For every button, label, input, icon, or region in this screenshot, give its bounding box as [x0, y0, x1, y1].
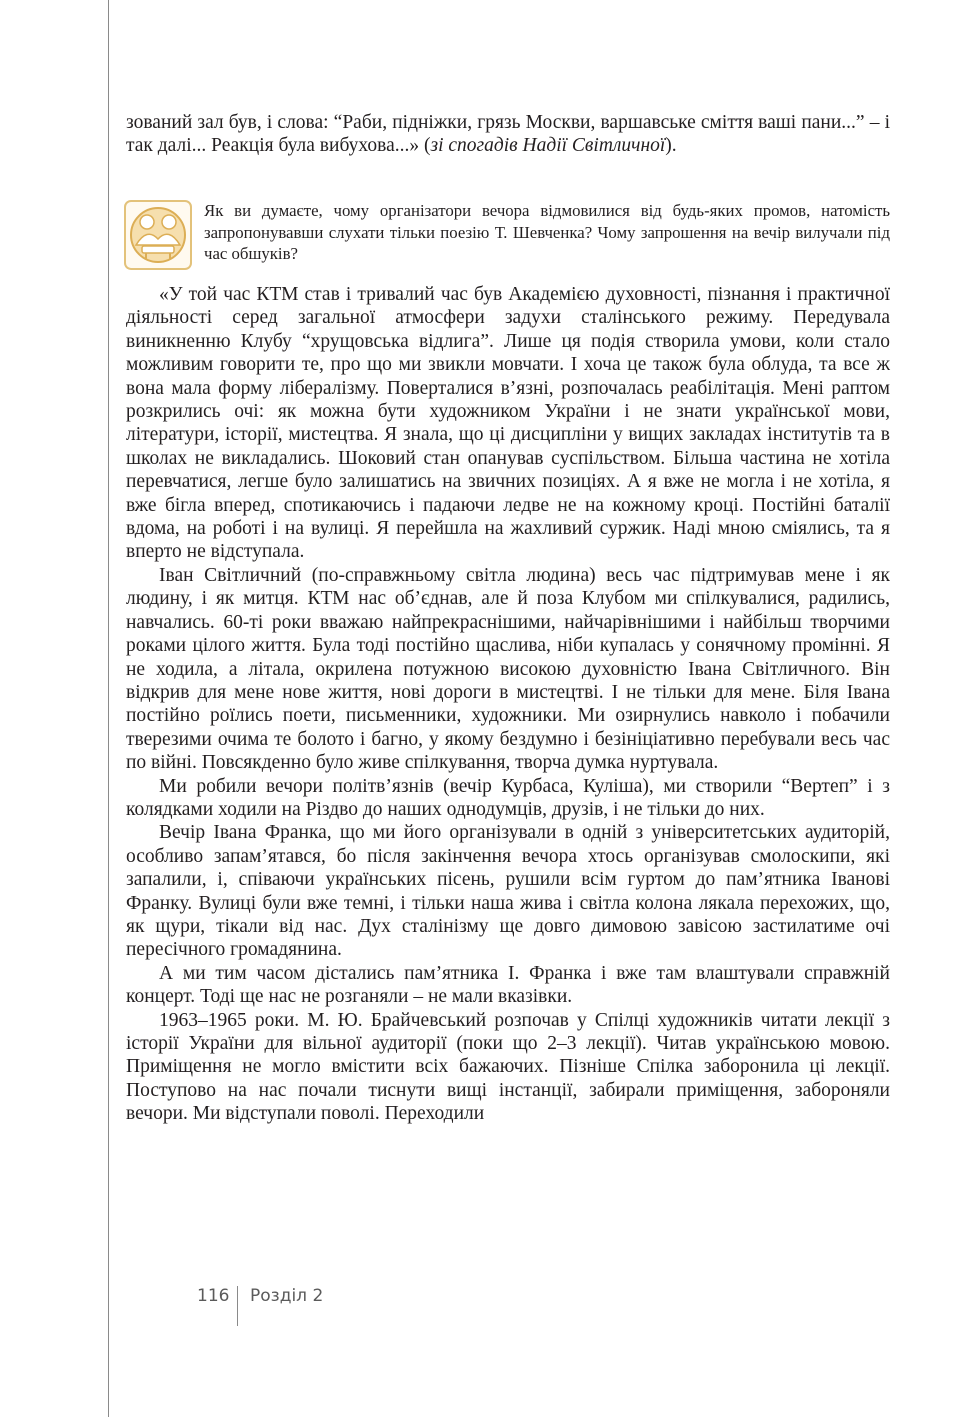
task-question: Як ви думаєте, чому організатори вечора відмовилися від будь-яких промов, натомість запропонувавши слухати тільки поезію Т. Шевченка? Чому запрошення на вечір вилучали під час обшуків?: [204, 201, 890, 263]
intro-paragraph: [126, 111, 890, 158]
paragraph: «У той час КТМ став і тривалий час був Академією духовності, пізнання і практичної діяльності серед загальної атмосфери задухи сталінського режиму. Передувала виникненню Клубу “хрущовська відлига”. Лише ця подія створила умови, коли стало можливим говорити те, про що ми звикли мовчати. І хоча це також була облуда, та все ж вона мала форму лібералізму. Поверталися в’язні, розпочалась реабілітація. Мені раптом розкрились очі: як можна бути художником України і не знати української мови, літератури, історії, мистецтва. Я знала, що ці дисципліни у вищих закладах інститутів та в школах не викладались. Шоковий стан опанував суспільством. Більша частина не хотіла перевчатися, легше було залишатись на звичних позиціях. А я вже не могла і не хотіла, я вже бігла вперед, спотикаючись і падаючи ледве не на кожному кроці. Постійні баталії вдома, на роботі і на вулиці. Я перейшла на жахливий суржик. Наді мною сміялись, та я вперто не відступала.: [126, 284, 890, 563]
page-number: 116: [197, 1286, 230, 1306]
paragraph: Ми робили вечори політв’язнів (вечір Курбаса, Куліша), ми створили “Вертеп” і з колядками ходили на Різдво до наших однодумців, друзів, і не тільки до них.: [126, 775, 890, 820]
discussion-task: [124, 200, 890, 272]
main-text: [126, 283, 890, 1126]
section-label: Розділ 2: [250, 1286, 324, 1306]
intro-text: зований зал був, і слова: “Раби, підніжки, грязь Москви, варшавське сміття ваші пани...” – і так далі... Реакція була вибухова...» (: [126, 112, 890, 157]
page-footer: [190, 1286, 390, 1326]
margin-rule: [108, 0, 109, 1417]
footer-divider: [237, 1286, 238, 1326]
paragraph: Вечір Івана Франка, що ми його організували в одній з університетських аудиторій, особливо запам’ятався, бо після закінчення вечора хтось організував смолоскипи, які запалили, і, співаючи українських пісень, рушили всім гуртом до пам’ятника Іванові Франку. Вулиці були вже темні, і тільки наша жива і світла колона лякала перехожих, що, як щури, тікали від нас. Дух сталінізму ще довго димовою завісою застилатиме очі пересічного громадянина.: [126, 822, 890, 961]
intro-source: зі спогадів Надії Світличної: [430, 135, 666, 157]
paragraph: 1963–1965 роки. М. Ю. Брайчевський розпочав у Спілці художників читати лекції з історії України для вільної аудиторії (поки що 2–3 лекції). Читав українською мовою. Приміщення не могло вмістити всіх бажаючих. Пізніше Спілка заборонила ці лекції. Поступово на нас почали тиснути вищі інстанції, забирали приміщення, забороняли вечори. Ми відступали поволі. Переходили: [126, 1009, 890, 1125]
paragraph: А ми тим часом дістались пам’ятника І. Франка і вже там влаштували справжній концерт. Тоді ще нас не розганяли – не мали вказівки.: [126, 962, 890, 1008]
discussion-people-icon: [124, 200, 192, 270]
intro-close: ).: [665, 135, 677, 157]
paragraph: Іван Світличний (по-справжньому світла людина) весь час підтримував мене і як людину, і як митця. КТМ нас об’єднав, але й поза Клубом ми спілкувалися, радились, навчались. 60-ті роки вважаю найпрекраснішими, найчарівнішими і найбільш творчими роками цілого життя. Була тоді постійно щаслива, ніби купалась у сонячному промінні. Я не ходила, а літала, окрилена потужною високою духовністю Івана Світличного. Він відкрив для мене нове життя, нові дороги в мистецтві. І не тільки для мене. Біля Івана постійно роїлись поети, письменники, художники. Ми озирнулись навколо і побачили тверезими очима те болото і багно, у якому бездумно і безініціативно перебували весь час по війні. Повсякденно було живе спілкування, творча думка нуртувала.: [126, 564, 890, 774]
